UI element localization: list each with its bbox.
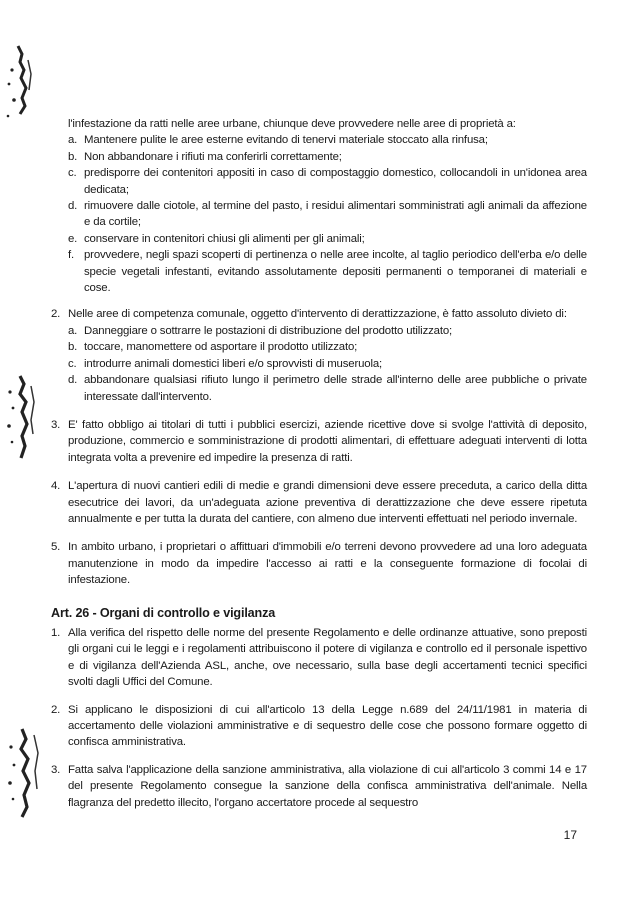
list-item: b. toccare, manomettere od asportare il prodotto utilizzato; xyxy=(68,341,358,354)
article-item-1: 1. Alla verifica del rispetto delle norme del presente Regolamento e delle ordinanze attuative, sono preposti gli organi cui le leggi e i regolamenti attribuiscono il potere di vigilanza e controllo ed il personale ispettivo e di vigilanza dell'Azienda ASL, anche, ove necessario, sulla base degli accertamenti tecnici specifici svolti dagli Uffici del Comune. xyxy=(51,626,587,689)
numbered-item-3: 3. E' fatto obbligo ai titolari di tutti i pubblici esercizi, aziende ricettive dove si svolge l'attività di deposito, produzione, commercio e somministrazione di prodotti alimentari, di effettuare adeguati interventi di lotta integrata volta a prevenire ed impedire la presenza di ratti. xyxy=(51,418,587,464)
list-item: e. conservare in contenitori chiusi gli alimenti per gli animali; xyxy=(68,232,365,245)
stamp-mark-top xyxy=(0,40,40,130)
article-item-2: 2. Si applicano le disposizioni di cui all'articolo 13 della Legge n.689 del 24/11/1981 in materia di accertamento delle violazioni amministrative e di sequestro delle cose che possono formare oggetto di confisca amministrativa. xyxy=(51,703,587,749)
document-body xyxy=(51,116,587,811)
list-item: d. rimuovere dalle ciotole, al termine del pasto, i residui alimentari somministrati agli animali da affezione e da cortile; xyxy=(68,200,587,229)
intro-list xyxy=(51,132,587,296)
article-heading: Art. 26 - Organi di controllo e vigilanza xyxy=(51,605,276,620)
numbered-item-2: 2. Nelle aree di competenza comunale, oggetto d'intervento di derattizzazione, è fatto assoluto divieto di: a. Danneggiare o sottrarre le postazioni di distribuzione del prodotto utilizzato; b. toccare, manomettere od asportare il prodotto utilizzato; c. introdurre animali domestici liberi e/o sprovvisti di museruola; d. abbandonare qualsiasi rifiuto lungo il perimetro delle strade all'interno delle aree pubbliche o private interessate dall'intervento. xyxy=(51,306,587,404)
list-item: a. Danneggiare o sottrarre le postazioni di distribuzione del prodotto utilizzato; xyxy=(68,324,453,337)
list-item: c. introdurre animali domestici liberi e/o sprovvisti di museruola; xyxy=(68,357,383,370)
stamp-mark-middle xyxy=(0,372,42,472)
list-item: c. predisporre dei contenitori appositi in caso di compostaggio domestico, collocandoli in un'idonea area dedicata; xyxy=(68,167,587,196)
article-body xyxy=(51,625,587,811)
article-item-3: 3. Fatta salva l'applicazione della sanzione amministrativa, alla violazione di cui all'articolo 3 commi 14 e 17 del presente Regolamento consegue la sanzione della confisca amministrativa dell'animale. Nella flagranza del predetto illecito, l'organo accertatore procede al sequestro xyxy=(51,763,587,809)
list-item: b. Non abbandonare i rifiuti ma conferirli correttamente; xyxy=(68,150,342,163)
intro-text: l'infestazione da ratti nelle aree urbane, chiunque deve provvedere nelle aree di proprietà a: xyxy=(68,118,516,130)
list-item: f. provvedere, negli spazi scoperti di pertinenza o nelle aree incolte, al taglio periodico dell'erba e/o delle specie vegetali infestanti, evitando assolutamente depositi permanenti o temporanei di materiali e cose. xyxy=(68,249,587,295)
list-item: a. Mantenere pulite le aree esterne evitando di tenervi materiale stoccato alla rinfusa; xyxy=(68,134,488,147)
page-number: 17 xyxy=(563,828,577,842)
stamp-mark-bottom xyxy=(0,725,46,825)
numbered-item-4: 4. L'apertura di nuovi cantieri edili di medie e grandi dimensioni deve essere preceduta, a carico della ditta esecutrice dei lavori, da un'adeguata azione preventiva di derattizzazione che deve essere ripetuta annualmente e per tutta la durata del cantiere, con almeno due interventi effettuati nel periodo invernale. xyxy=(51,480,587,525)
list-item: d. abbandonare qualsiasi rifiuto lungo il perimetro delle strade all'interno delle aree pubbliche o private interessate dall'intervento. xyxy=(68,374,587,403)
numbered-item-5: 5. In ambito urbano, i proprietari o affittuari d'immobili e/o terreni devono provvedere ad una loro adeguata manutenzione in modo da impedire l'accesso ai ratti e la conseguente formazione di focolai di infestazione. xyxy=(51,541,587,587)
